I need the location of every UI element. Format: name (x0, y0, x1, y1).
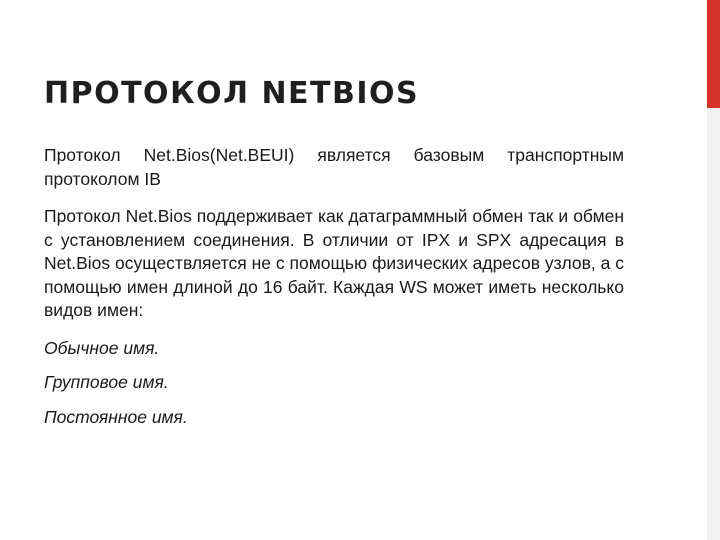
paragraph-intro: Протокол Net.Bios(Net.BEUI) является базовым транспортным протоколом IB (44, 145, 624, 189)
slide-title: ПРОТОКОЛ NETBIOS (44, 76, 420, 111)
name-type-regular: Обычное имя. (44, 337, 160, 358)
name-type-group: Групповое имя. (44, 372, 169, 392)
side-accent-bar-red (707, 0, 720, 108)
paragraph-description: Протокол Net.Bios поддерживает как датаграммный обмен так и обмен с установлением соединения. В отличии от IPX и SPX адресация в Net.Bios осуществляется не с помощью физических адресов узлов, а с помощью имен длиной до 16 байт. Каждая WS может иметь несколько видов имен: (44, 206, 624, 320)
slide-body (44, 144, 624, 440)
name-type-permanent: Постоянное имя. (44, 406, 188, 427)
